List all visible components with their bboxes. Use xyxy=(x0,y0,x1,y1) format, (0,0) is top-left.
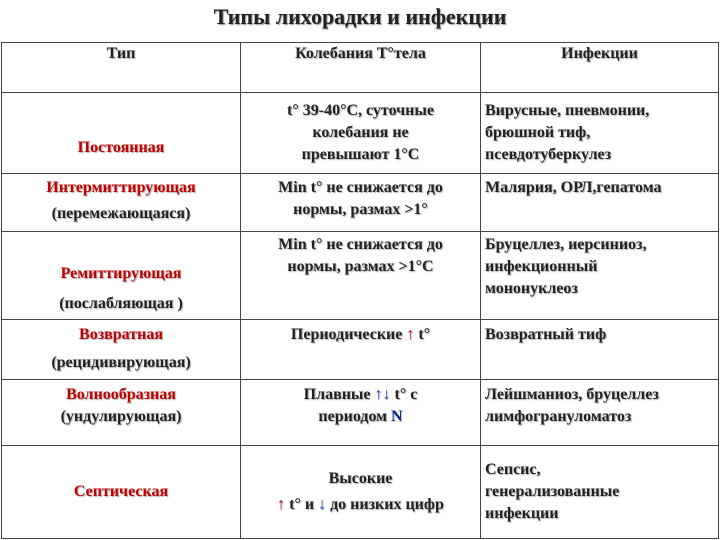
fluct-line: ↑ t° и ↓ до низких цифр xyxy=(277,496,444,513)
fluct-line: Min t° не снижается до xyxy=(278,236,443,253)
arrow-up-icon: ↑ xyxy=(277,496,286,513)
type-name: Септическая xyxy=(73,483,169,500)
fluct-line: нормы, размах >1°C xyxy=(287,258,434,275)
fluctuation-cell xyxy=(241,446,481,539)
infection-line: брюшной тиф, xyxy=(485,124,591,141)
table-row xyxy=(2,446,719,539)
fluct-line: Высокие xyxy=(328,470,393,487)
fluctuation-cell xyxy=(241,93,481,174)
type-cell xyxy=(2,93,241,174)
infections-cell xyxy=(481,320,719,380)
period-n: N xyxy=(391,408,403,425)
table-row xyxy=(2,380,719,446)
arrow-up-down-icon: ↑↓ xyxy=(374,386,391,403)
arrow-down-icon: ↓ xyxy=(318,496,327,513)
header-fluctuation: Колебания Т°тела xyxy=(241,43,481,93)
fluct-text: Периодические xyxy=(290,326,403,343)
fluct-line: Плавные ↑↓ t° с xyxy=(303,386,418,403)
type-name: Возвратная xyxy=(79,326,163,343)
table-row xyxy=(2,232,719,320)
infection-line: мононуклеоз xyxy=(485,280,578,297)
table-header-row xyxy=(2,43,719,93)
type-cell xyxy=(2,380,241,446)
infection-line: инфекционный xyxy=(485,258,598,275)
infection-line: Вирусные, пневмонии, xyxy=(485,102,650,119)
infection-line: лимфогрануломатоз xyxy=(485,408,632,425)
infection-line: Малярия, ОРЛ,гепатома xyxy=(485,179,662,196)
fluctuation-cell xyxy=(241,380,481,446)
type-name: Волнообразная xyxy=(66,386,176,403)
infections-cell xyxy=(481,446,719,539)
infections-cell xyxy=(481,232,719,320)
infections-cell xyxy=(481,174,719,232)
fluct-line: Min t° не снижается до xyxy=(278,179,443,196)
fever-types-table xyxy=(1,42,719,539)
fluct-line: превышают 1°C xyxy=(301,146,420,163)
infection-line: Сепсис, xyxy=(485,461,541,478)
infection-line: Бруцеллез, иерсиниоз, xyxy=(485,236,647,253)
type-cell xyxy=(2,446,241,539)
type-subname: (рецидивирующая) xyxy=(51,354,191,371)
fluct-line: t° 39-40°C, суточные xyxy=(287,102,434,119)
infection-line: Лейшманиоз, бруцеллез xyxy=(485,386,659,403)
infections-cell xyxy=(481,93,719,174)
arrow-up-icon: ↑ xyxy=(406,326,415,343)
infections-cell xyxy=(481,380,719,446)
type-name: Интермиттирующая xyxy=(46,179,196,196)
type-cell xyxy=(2,232,241,320)
table-row xyxy=(2,320,719,380)
infection-line: инфекции xyxy=(485,505,559,522)
table-row xyxy=(2,93,719,174)
type-name: Постоянная xyxy=(77,139,165,156)
fluct-line: периодом N xyxy=(318,408,403,425)
header-infections: Инфекции xyxy=(481,43,719,93)
fluct-text: t° xyxy=(418,326,431,343)
type-cell xyxy=(2,174,241,232)
fluct-line: колебания не xyxy=(312,124,409,141)
table-row xyxy=(2,174,719,232)
infection-line: псевдотуберкулез xyxy=(485,146,612,163)
fluct-line: нормы, размах >1° xyxy=(293,201,428,218)
infection-line: генерализованные xyxy=(485,483,620,500)
fluctuation-cell xyxy=(241,174,481,232)
type-name: Ремиттирующая xyxy=(60,265,182,282)
type-subname: (послабляющая ) xyxy=(59,295,183,312)
header-type: Тип xyxy=(2,43,241,93)
infection-line: Возвратный тиф xyxy=(485,326,607,343)
type-subname: (перемежающаяся) xyxy=(51,205,191,222)
page-title: Типы лихорадки и инфекции xyxy=(213,4,507,29)
fluctuation-cell xyxy=(241,232,481,320)
fluctuation-cell xyxy=(241,320,481,380)
type-cell xyxy=(2,320,241,380)
type-subname: (ундулирующая) xyxy=(60,408,182,425)
